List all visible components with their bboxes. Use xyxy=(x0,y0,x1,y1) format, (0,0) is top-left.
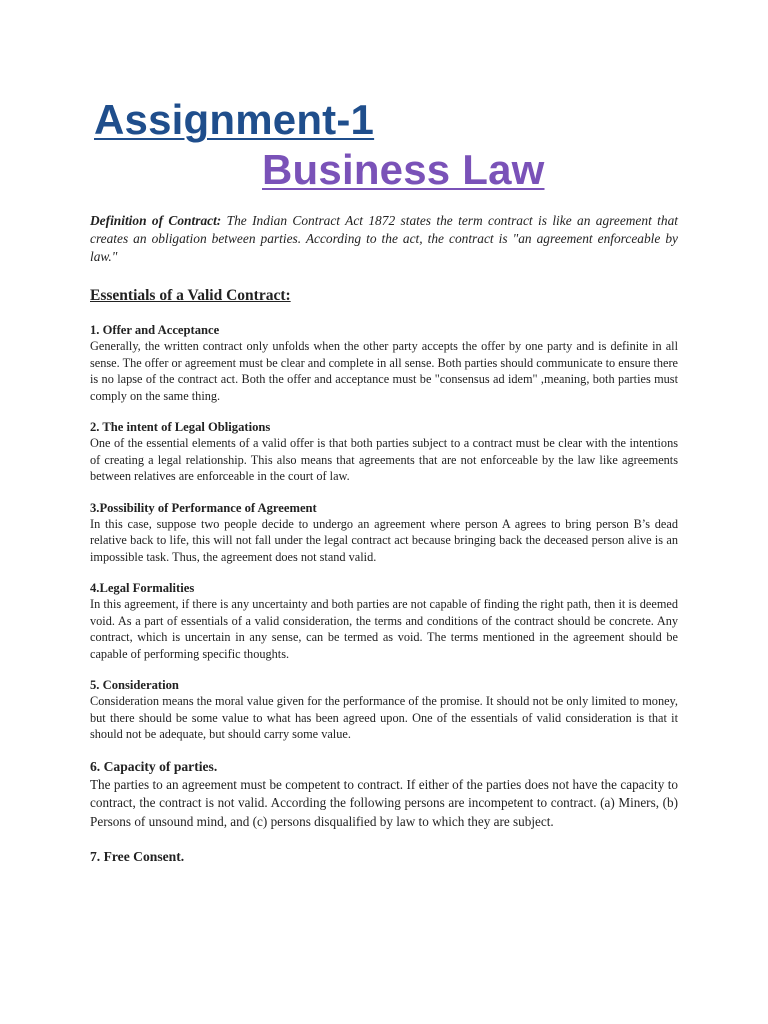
essential-item-legal-obligations xyxy=(90,419,678,485)
essential-item-consideration xyxy=(90,677,678,743)
essential-item-free-consent xyxy=(90,847,678,866)
item-title: 5. Consideration xyxy=(90,678,179,692)
item-title: 1. Offer and Acceptance xyxy=(90,323,220,337)
item-title: 6. Capacity of parties. xyxy=(90,758,218,774)
item-body: In this case, suppose two people decide to undergo an agreement where person A agrees to bring person B’s dead relative back to life, this will not fall under the legal contract act because bringing back the deceased person alive is an impossible task. Thus, the agreement does not stand valid. xyxy=(90,516,678,564)
definition-text: The Indian Contract Act 1872 states the term contract is like an agreement that creates an obligation between parties. According to the act, the contract is "an agreement enforceable by law." xyxy=(90,213,678,264)
item-body: In this agreement, if there is any uncertainty and both parties are not capable of finding the right path, then it is deemed void. As a part of essentials of a valid consideration, the terms and conditions of the contract should be concrete. Any contract, which is uncertain in any sense, can be termed as void. The terms mentioned in the agreement should be capable of performing specific thoughts. xyxy=(90,597,678,661)
item-body: One of the essential elements of a valid offer is that both parties subject to a contract must be clear with the intentions of creating a legal relationship. This also means that agreements that are not enforceable by the law like agreements between relatives are enforceable in the court of law. xyxy=(90,436,678,483)
document-body xyxy=(90,212,678,882)
item-body: Consideration means the moral value given for the performance of the promise. It should not be only limited to money, but there should be some value to what has been agreed upon. One of the essentials of valid consideration is that it should not be adequate, but should carry some value. xyxy=(90,694,678,741)
subject-title: Business Law xyxy=(262,146,545,193)
essentials-heading: Essentials of a Valid Contract: xyxy=(90,287,291,304)
item-title: 2. The intent of Legal Obligations xyxy=(90,420,271,434)
item-body: Generally, the written contract only unfolds when the other party accepts the offer by one party and is definite in all sense. The offer or agreement must be clear and complete in all sense. Both parties should communicate to ensure there is no lapse of the contract act. Both the offer and acceptance must be "consensus ad idem" ,meaning, both parties must comply on the same thing. xyxy=(90,339,678,403)
essential-item-possibility-of-performance xyxy=(90,500,678,566)
definition-paragraph xyxy=(90,212,678,266)
essential-item-offer-acceptance xyxy=(90,322,678,404)
item-body: The parties to an agreement must be competent to contract. If either of the parties does not have the capacity to contract, the contract is not valid. According the following persons are incompetent to contract. (a) Miners, (b) Persons of unsound mind, and (c) persons disqualified by law to which they are subject. xyxy=(90,776,678,829)
essential-item-legal-formalities xyxy=(90,580,678,662)
definition-lead: Definition of Contract: xyxy=(90,213,222,228)
item-title: 3.Possibility of Performance of Agreement xyxy=(90,500,317,515)
assignment-title: Assignment-1 xyxy=(94,96,375,143)
item-title: 7. Free Consent. xyxy=(90,849,185,864)
item-title: 4.Legal Formalities xyxy=(90,581,195,595)
essential-item-capacity-of-parties xyxy=(90,757,678,832)
